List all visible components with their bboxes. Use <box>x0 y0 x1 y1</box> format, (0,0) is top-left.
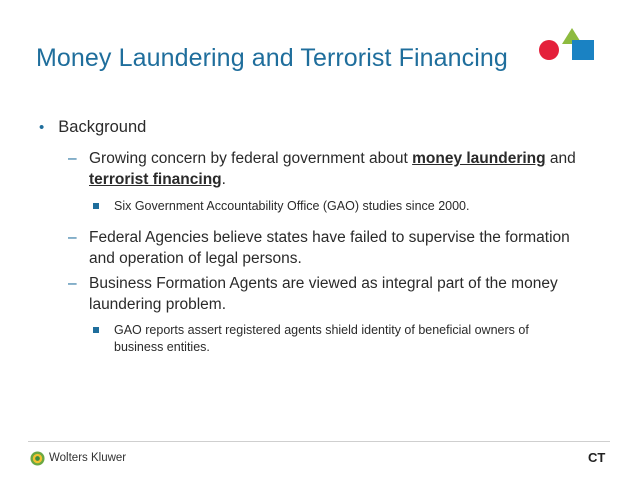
text-fragment: and <box>545 150 576 167</box>
square-bullet-icon <box>93 327 99 333</box>
dash-icon: – <box>68 275 77 292</box>
sub-list-item <box>93 322 563 356</box>
dash-icon: – <box>68 229 77 246</box>
footer-divider <box>28 441 610 442</box>
list-item-text: Federal Agencies believe states have failed to supervise the formation and operation of legal persons. <box>89 229 570 267</box>
dash-icon: – <box>68 150 77 167</box>
footer-mark: CT <box>588 450 606 465</box>
square-bullet-icon <box>93 203 99 209</box>
money-laundering-link[interactable]: money laundering <box>412 150 546 167</box>
text-fragment: Growing concern by federal government about <box>89 150 413 167</box>
wolters-kluwer-logo-icon <box>30 451 45 466</box>
slide-title: Money Laundering and Terrorist Financing <box>36 44 508 72</box>
list-item <box>68 273 588 315</box>
sub-list-item-text: Six Government Accountability Office (GAO) studies since 2000. <box>114 199 470 213</box>
list-item-text: Business Formation Agents are viewed as integral part of the money laundering problem. <box>89 275 558 313</box>
footer-brand: Wolters Kluwer <box>49 452 127 464</box>
bullet-label: Background <box>58 118 147 136</box>
bullet-background <box>39 118 146 137</box>
bullet-dot-icon: • <box>39 119 45 136</box>
shapes-logo-icon <box>534 24 598 72</box>
terrorist-financing-link[interactable]: terrorist financing <box>89 171 222 188</box>
text-fragment: . <box>221 171 226 188</box>
sub-list-item-text: GAO reports assert registered agents shield identity of beneficial owners of business entities. <box>114 323 529 354</box>
sub-list-item <box>93 198 563 215</box>
list-item <box>68 148 588 190</box>
list-item <box>68 227 588 269</box>
list-item-text <box>89 148 588 190</box>
